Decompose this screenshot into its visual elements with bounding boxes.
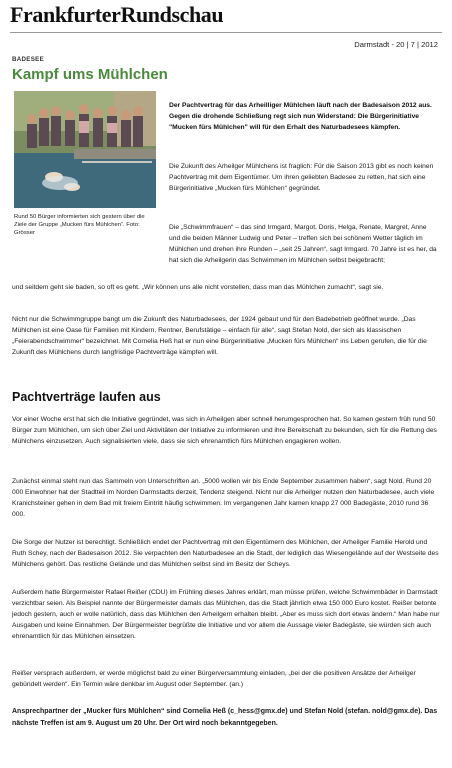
paragraph-1: Die Zukunft des Arheilger Mühlchens ist fraglich: Für die Saison 2013 gibt es noch keinen Pachtvertrag mit dem Eigentümer. Um ihren geliebten Badesee zu retten, hat sich eine Bürgerinitiative „Mucken fürs Mühlchen“ gegründet.: [169, 163, 434, 192]
full-width-p3: [12, 314, 442, 358]
photo-caption: Rund 50 Bürger informierten sich gestern über die Ziele der Gruppe „Mucken fürs Mühlchen“. Foto: Grösser: [14, 214, 145, 236]
paragraph-4: Vor einer Woche erst hat sich die Initiative gegründet, was sich in Arheilgen aber schnell herumgesprochen hat. So kamen gestern früh rund 50 Bürger zum Mühlchen, um sich über Ziel und Aktivitäten der Initiative zu informieren und ihre Bereitschaft zu bekunden, sich für die Rettung des Mühlchens einzusetzen. Auch signalisierten viele, dass sie sich ehrenamtlich fürs Mühlchen engagieren wollen.: [12, 416, 437, 445]
full-width-p6: [12, 537, 442, 570]
full-width-p5: [12, 476, 442, 520]
paragraph-2b: und seitdem geht sie baden, so oft es geht. „Wir können uns alle nicht vorstellen, dass man das Mühlchen zumacht“, sagt sie.: [12, 284, 384, 291]
lead-paragraph: Der Pachtvertrag für das Arheilliger Mühlchen läuft nach der Badesaison 2012 aus. Gegen die drohende Schließung regt sich nun Widerstand: Die Bürgerinitiative "Mucken fürs Mühlchen" will für den Erhalt des Naturbadesees kämpfen.: [169, 102, 432, 131]
right-column: [169, 100, 439, 133]
dateline: Darmstadt - 20 | 7 | 2012: [354, 40, 438, 49]
article-photo: [14, 91, 156, 208]
full-width-p7: [12, 587, 442, 642]
right-column-p2: [169, 222, 439, 266]
paragraph-5: Zunächst einmal steht nun das Sammeln von Unterschriften an. „5000 wollen wir bis Ende September zusammen haben“, sagt Nold. Rund 20 000 Einwohner hat der Stadtteil im Norden Darmstadts derzeit, Tendenz steigend. Nicht nur die Arheilger nutzen den Naturbadesee, auch viele Kranichsteiner gehen in dem Bad mit freiem Eintritt häufig schwimmen. Im vergangenen Jahr kamen knapp 27 000 Badegäste, 2010 rund 36 000.: [12, 478, 435, 518]
headline: Kampf ums Mühlchen: [12, 66, 168, 83]
paragraph-3: Nicht nur die Schwimmgruppe bangt um die Zukunft des Naturbadesees, der 1924 gebaut und für den Badebetrieb geöffnet wurde. „Das Mühlchen ist eine Oase für Familien mit Kindern, Rentner, Berufstätige – einfach für alle“, sagt Stefan Nold, der sich als klassischen „Feierabendschwimmer“ bezeichnet. Mit Cornelia Heß hat er nun eine Bürgerinitiative „Mucken fürs Mühlchen“ ins Leben gerufen, die für die Zukunft des Mühlchens durch langfristige Pachtverträge kämpfen will.: [12, 316, 427, 356]
right-column-p1: [169, 161, 439, 194]
full-width-p4: [12, 414, 442, 447]
full-width-p2b: [12, 282, 442, 293]
swimmers-photo: [14, 91, 156, 208]
full-width-p8: [12, 668, 442, 690]
masthead: FrankfurterRundschau: [10, 2, 224, 27]
paragraph-6: Die Sorge der Nutzer ist berechtigt. Schließlich endet der Pachtvertrag mit den Eigentümern des Mühlchen, der Arheilger Familie Herold und Ruth Schey, nach der Badesaison 2012. Sie verpachten den Naturbadesee an die Stadt, der lediglich das Wiesengelände auf der Westseite des Mühlchens gehört. Das restliche Gelände und das Mühlchen selbst sind im Besitz der Scheys.: [12, 539, 439, 568]
top-rule: [10, 32, 442, 33]
paragraph-7: Außerdem hatte Bürgermeister Rafael Reißer (CDU) im Frühling dieses Jahres erklärt, man müsse prüfen, welche Schwimmbäder in Darmstadt verzichtbar seien. Als Beispiel nannte der Bürgermeister damals das Mühlchen, das die Stadt jährlich etwa 150 000 Euro kostet. Reißer betonte jedoch gestern, auch er wolle natürlich, dass das Mühlchen den Arheilgern erhalten bleibt. „Aber es muss sich dort etwas ändern.“ Man habe nur Ausgaben und keine Einnahmen. Der Bürgermeister begrüßte die Initiative und vor allem die Aussage vieler Badegäste, sie würden sich auch ehrenamtlich für das Mühlchen einsetzen.: [12, 589, 440, 640]
paragraph-8: Reißer versprach außerdem, er werde möglichst bald zu einer Bürgerversammlung einladen, „bei der die positiven Ansätze der Arheilger gebündelt werden“. Ein Termin wäre denkbar im August oder September. (an.): [12, 670, 416, 688]
contact-paragraph: Ansprechpartner der „Mucker fürs Mühlchen“ sind Cornelia Heß (c_hess@gmx.de) und Stefan Nold (stefan. nold@gmx.de). Das nächste Treffen ist am 9. August um 20 Uhr. Der Ort wird noch bekanntgegeben.: [12, 708, 438, 727]
subheading: Pachtverträge laufen aus: [12, 390, 161, 404]
rubric: BADESEE: [12, 56, 45, 63]
full-width-contact: [12, 706, 442, 729]
paragraph-2a: Die „Schwimmfrauen“ – das sind Irmgard, Margot, Doris, Helga, Renate, Margret, Anne und die beiden Männer Ludwig und Peter – treffen sich bei schönem Wetter täglich im Mühlchen und drehen ihre Runden – „seit 25 Jahren“, sagt Irmgard. 70 Jahre ist es her, da hat sich die Arheilgerin das Schwimmen im Mühlchen selbst beigebracht;: [169, 224, 437, 264]
